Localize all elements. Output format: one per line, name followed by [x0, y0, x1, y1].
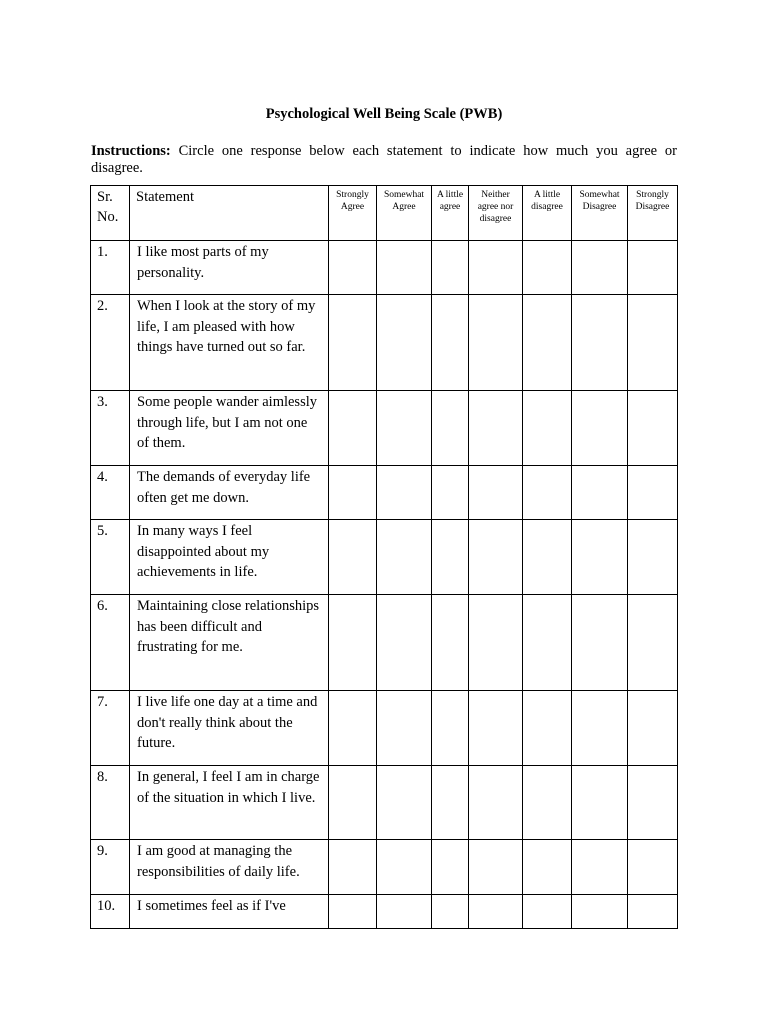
- response-cell[interactable]: [572, 595, 628, 691]
- response-cell[interactable]: [377, 895, 432, 929]
- row-statement: I live life one day at a time and don't really think about the future.: [130, 691, 329, 766]
- response-cell[interactable]: [469, 766, 523, 840]
- header-neither: Neither agree nor disagree: [469, 186, 523, 241]
- response-cell[interactable]: [628, 466, 678, 520]
- row-statement: In general, I feel I am in charge of the situation in which I live.: [130, 766, 329, 840]
- response-cell[interactable]: [377, 520, 432, 595]
- header-strongly-disagree: Strongly Disagree: [628, 186, 678, 241]
- instructions-text: Circle one response below each statement to indicate how much you agree or disagree.: [91, 143, 677, 176]
- row-number: 1.: [91, 241, 130, 295]
- response-cell[interactable]: [628, 241, 678, 295]
- response-cell[interactable]: [432, 295, 469, 391]
- table-row: [91, 691, 678, 766]
- row-number: 3.: [91, 391, 130, 466]
- response-cell[interactable]: [628, 766, 678, 840]
- response-cell[interactable]: [572, 295, 628, 391]
- row-statement: I like most parts of my personality.: [130, 241, 329, 295]
- response-cell[interactable]: [572, 691, 628, 766]
- table-row: [91, 295, 678, 391]
- row-number: 8.: [91, 766, 130, 840]
- response-cell[interactable]: [469, 241, 523, 295]
- response-cell[interactable]: [329, 840, 377, 895]
- table-row: [91, 840, 678, 895]
- response-cell[interactable]: [377, 766, 432, 840]
- response-cell[interactable]: [432, 466, 469, 520]
- table-row: [91, 520, 678, 595]
- header-somewhat-agree: Somewhat Agree: [377, 186, 432, 241]
- response-cell[interactable]: [377, 295, 432, 391]
- row-statement: Some people wander aimlessly through life, but I am not one of them.: [130, 391, 329, 466]
- response-cell[interactable]: [523, 241, 572, 295]
- header-a-little-agree: A little agree: [432, 186, 469, 241]
- response-cell[interactable]: [572, 391, 628, 466]
- header-a-little-disagree: A little disagree: [523, 186, 572, 241]
- response-cell[interactable]: [432, 595, 469, 691]
- table-row: [91, 241, 678, 295]
- response-cell[interactable]: [329, 466, 377, 520]
- response-cell[interactable]: [377, 840, 432, 895]
- instructions-label: Instructions:: [91, 143, 171, 159]
- response-cell[interactable]: [432, 241, 469, 295]
- row-statement: The demands of everyday life often get me down.: [130, 466, 329, 520]
- header-somewhat-disagree: Somewhat Disagree: [572, 186, 628, 241]
- response-cell[interactable]: [572, 895, 628, 929]
- instructions: [91, 143, 677, 177]
- row-statement: Maintaining close relationships has been difficult and frustrating for me.: [130, 595, 329, 691]
- response-cell[interactable]: [523, 520, 572, 595]
- table-row: [91, 766, 678, 840]
- response-cell[interactable]: [628, 295, 678, 391]
- row-number: 4.: [91, 466, 130, 520]
- row-statement: I sometimes feel as if I've: [130, 895, 329, 929]
- response-cell[interactable]: [523, 691, 572, 766]
- response-cell[interactable]: [523, 295, 572, 391]
- response-cell[interactable]: [523, 466, 572, 520]
- table-header-row: [91, 186, 678, 241]
- header-statement: Statement: [130, 186, 329, 241]
- response-cell[interactable]: [469, 520, 523, 595]
- header-strongly-agree: Strongly Agree: [329, 186, 377, 241]
- response-cell[interactable]: [432, 391, 469, 466]
- response-cell[interactable]: [469, 840, 523, 895]
- row-statement: When I look at the story of my life, I am pleased with how things have turned out so far.: [130, 295, 329, 391]
- response-cell[interactable]: [432, 766, 469, 840]
- response-cell[interactable]: [329, 595, 377, 691]
- response-cell[interactable]: [469, 466, 523, 520]
- response-cell[interactable]: [377, 595, 432, 691]
- response-cell[interactable]: [628, 391, 678, 466]
- response-cell[interactable]: [469, 391, 523, 466]
- response-cell[interactable]: [572, 466, 628, 520]
- response-cell[interactable]: [329, 295, 377, 391]
- row-number: 2.: [91, 295, 130, 391]
- table-row: [91, 895, 678, 929]
- row-number: 7.: [91, 691, 130, 766]
- row-number: 5.: [91, 520, 130, 595]
- response-cell[interactable]: [432, 691, 469, 766]
- response-cell[interactable]: [329, 391, 377, 466]
- response-cell[interactable]: [432, 895, 469, 929]
- response-cell[interactable]: [523, 391, 572, 466]
- response-cell[interactable]: [523, 840, 572, 895]
- response-cell[interactable]: [628, 840, 678, 895]
- response-cell[interactable]: [329, 766, 377, 840]
- header-sr-no: Sr. No.: [91, 186, 130, 241]
- response-cell[interactable]: [572, 766, 628, 840]
- response-cell[interactable]: [523, 895, 572, 929]
- response-cell[interactable]: [377, 691, 432, 766]
- table-row: [91, 595, 678, 691]
- row-number: 6.: [91, 595, 130, 691]
- response-cell[interactable]: [469, 895, 523, 929]
- row-statement: In many ways I feel disappointed about my achievements in life.: [130, 520, 329, 595]
- response-cell[interactable]: [329, 520, 377, 595]
- response-cell[interactable]: [523, 766, 572, 840]
- response-cell[interactable]: [329, 691, 377, 766]
- response-cell[interactable]: [628, 691, 678, 766]
- row-statement: I am good at managing the responsibilities of daily life.: [130, 840, 329, 895]
- response-cell[interactable]: [628, 595, 678, 691]
- table-row: [91, 391, 678, 466]
- table-row: [91, 466, 678, 520]
- response-cell[interactable]: [377, 241, 432, 295]
- response-cell[interactable]: [523, 595, 572, 691]
- response-cell[interactable]: [377, 466, 432, 520]
- pwb-scale-table: [90, 185, 678, 929]
- response-cell[interactable]: [628, 520, 678, 595]
- row-number: 9.: [91, 840, 130, 895]
- response-cell[interactable]: [432, 520, 469, 595]
- response-cell[interactable]: [628, 895, 678, 929]
- response-cell[interactable]: [572, 241, 628, 295]
- response-cell[interactable]: [329, 895, 377, 929]
- response-cell[interactable]: [469, 295, 523, 391]
- response-cell[interactable]: [377, 391, 432, 466]
- response-cell[interactable]: [329, 241, 377, 295]
- page-title: Psychological Well Being Scale (PWB): [265, 106, 503, 122]
- response-cell[interactable]: [572, 840, 628, 895]
- response-cell[interactable]: [432, 840, 469, 895]
- response-cell[interactable]: [572, 520, 628, 595]
- response-cell[interactable]: [469, 595, 523, 691]
- row-number: 10.: [91, 895, 130, 929]
- response-cell[interactable]: [469, 691, 523, 766]
